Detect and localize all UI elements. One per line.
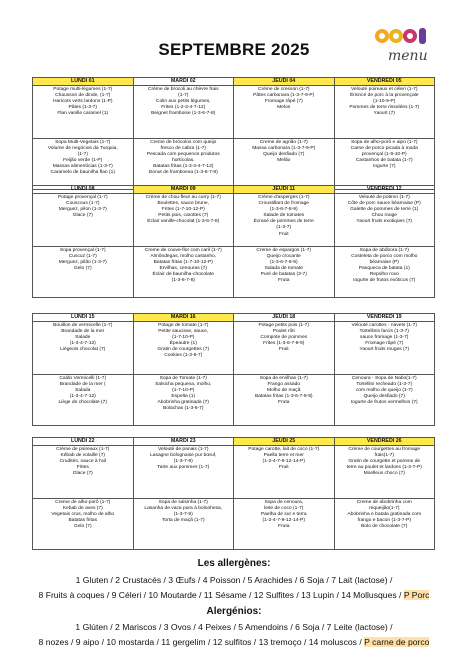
day-header: VENDREDI 19 [334,314,435,322]
week-table [32,185,435,298]
menu-line: Kébab de volaille (7) [60,453,106,459]
menu-line: Frites [76,465,89,471]
menu-line: Éclair vanille-chocolat (1-3-6-7-8) [147,219,220,225]
menu-line: (1-3-6-7-8-9) [269,207,298,213]
dinner-cell [133,499,234,550]
lunch-cell [234,322,335,375]
menu-line: Gelo (7) [73,524,92,530]
menu-line: Pâtes carbonara (1-3-7-9-P) [253,93,315,99]
menu-line: Queijo desfiado (7) [363,394,405,400]
menu-line: Velouté de potiron (1-7) [358,195,410,200]
menu-line: Chou rouge [371,213,398,219]
lunch-cell [133,446,234,499]
menu-line: Ervilhas, cenouras (7) [159,266,208,272]
menu-line: Paella terre et mer [263,453,304,459]
menu-logo [372,24,430,70]
dinner-cell [234,247,335,298]
menu-line: Gratin de courgettes (7) [157,347,210,353]
lunch-row [33,446,435,499]
lunch-cell [33,322,134,375]
menu-line: Carne de porco picada à moda [350,146,418,152]
menu-line: Kebab de aves (7) [62,506,103,512]
menu-line: Vegetais crus, molho de alho [51,512,115,518]
menu-line: Crème de poireaux (1-7) [56,447,110,452]
menu-line: Panqueca de batata (1) [358,266,410,272]
menu-line: Brandade de la mer ( [59,382,106,388]
menu-line: Fruta [278,278,290,284]
lunch-cell [234,446,335,499]
menu-line: Potage multi-légumes (1-7) [53,87,113,92]
lunch-row [33,86,435,139]
dinner-cell [234,499,335,550]
menu-line: Crème de courgettes au fromage [348,447,421,452]
menu-line: Chausson de dinde, (1-7) [55,93,111,99]
day-header: LUNDI 01 [33,78,134,86]
menu-line: (1-7) [178,93,189,99]
menu-line: Espelta (1) [171,394,196,400]
lunch-cell [33,86,134,139]
menu-line: Iogurte de frutos vermelhos (7) [350,400,418,406]
allergens-fr-line-2 [0,590,468,600]
menu-line: Crème de cresson (1-7) [257,87,310,92]
dinner-cell [33,247,134,298]
menu-line: Salada de tomate [264,266,303,272]
menu-line: Iogurte (7) [372,164,396,170]
menu-line: Haricots verts lardons (1-P) [52,99,113,105]
menu-line: Batatas fritas (1-2-3-4-7-12) [153,164,214,170]
menu-line: (1-7) [77,152,88,158]
menu-line: Sopa de salsinha (1-7) [158,500,208,505]
menu-line: Costeleta de porco com molho [351,254,418,260]
menu-line: Frites (1-3-6-7-8-9) [263,341,305,347]
day-header: VENDREDI 26 [334,438,435,446]
dinner-row [33,247,435,298]
menu-line: Paelha de sur e terra [260,512,307,518]
menu-line: Sopa de ervilhas (1-7) [259,376,308,381]
menu-line: Crème d'asperges (1-7) [258,195,310,200]
menu-line: Crème de brocoli au chèvre frais [147,87,219,92]
allergens-pt-pork: P carne de porco [364,637,430,647]
day-header: VENDREDI 05 [334,78,435,86]
menu-line: Gratin de courgette et pomme de [348,459,421,465]
dinner-cell [334,375,435,426]
menu-line: Velouté carottes - navets (1-7) [351,323,417,328]
menu-line: Gelo (7) [73,266,92,272]
menu-line: Cuscuz (1-7) [68,254,97,260]
lunch-cell [334,194,435,247]
day-header: MARDI 23 [133,438,234,446]
day-header: LUNDI 22 [33,438,134,446]
menu-line: (1-2-4-7-9-12-14-P) [262,518,305,524]
menu-line: Caldo Vermicelli (1-7) [59,376,107,381]
day-header-row [33,78,435,86]
menu-line: Colin aux petits légumes, [155,99,211,105]
menu-line: provençal (1-9-10-P) [361,152,407,158]
day-header-row [33,186,435,194]
lunch-cell [33,446,134,499]
week-table [32,313,435,426]
dinner-row [33,139,435,190]
menu-line: Volume de negócios da Turquia, [47,146,118,152]
menu-line: Yaourt fruits rouges (7) [359,347,410,353]
dinner-cell [334,499,435,550]
menu-line: Poulet rôti [272,329,295,335]
day-header: LUNDI 08 [33,186,134,194]
menu-line: Melon [277,105,291,111]
day-header: MARDI 02 [133,78,234,86]
menu-line: Frites (1-2-3-4-7-12) [161,105,206,111]
lunch-cell [234,194,335,247]
allergens-fr-pork: P Porc [403,590,430,600]
menu-line: Écrasé de pommes de terre [253,219,314,225]
menu-line: Castanhos de batata (1-7) [355,158,413,164]
menu-line: Liège de chocolate (7) [58,400,107,406]
menu-line: Petits pois, carottes (7) [158,213,209,219]
menu-line: (1-3-4-7-12) [69,394,96,400]
menu-line: Beignet framboise (1-3-6-7-8) [151,111,216,117]
dinner-row [33,499,435,550]
allergens-fr-line-2-text: 8 Fruits à coques / 9 Céleri / 10 Moutarde / 11 Sésame / 12 Sulfites / 13 Lupin / 14 Mollusques / [38,590,402,600]
menu-line: hortícolas, [171,158,195,164]
menu-line: (1-7-10-P) [172,388,195,394]
menu-line: Massas alimentícias (1-3-7) [52,164,113,170]
allergens-pt-line-2-text: 8 nozes / 9 aipo / 10 mostarda / 11 gergelim / 12 sulfitos / 13 tremoço / 14 moluscos / [38,637,362,647]
menu-line: Creme de couve-flor com caril (1-7) [144,248,222,253]
menu-line: Croustillant de fromage [258,201,310,207]
menu-line: Lasanha de vaca pura à bolonhesa, [144,506,223,512]
menu-line: Bolachas (1-3-6-7) [162,406,204,412]
menu-line: Crudités, sauce à l'ail [59,459,106,465]
menu-line: Abobrinha gratinada (7) [157,400,209,406]
menu-line: Galette de pommes de terre (1) [350,207,419,213]
menu-line: Almôndegas, molho castanho, [150,254,217,260]
menu-line: Cenoura - Sopa de Nabo(1-7) [351,376,417,381]
menu-line: Tortellinis farcis (1-3-7) [359,329,409,335]
allergens-fr-line-1: 1 Gluten / 2 Crustacés / 3 Œufs / 4 Poisson / 5 Arachides / 6 Soja / 7 Lait (lactose) / [75,575,393,585]
menu-line: Bouillon de vermicelle (1-7) [53,323,113,328]
day-header: JEUDI 25 [234,438,335,446]
menu-line: Queijo crocante [266,254,301,260]
allergens-fr-title: Les allergènes: [197,558,271,569]
menu-line: Torta de maçã (1-7) [161,518,205,524]
dinner-cell [33,499,134,550]
menu-line: Abobrinha e batata gratinada com [347,512,422,518]
menu-line: Épeautre (1) [169,341,197,347]
menu-line: Creme de agrião (1-7) [259,140,308,145]
menu-line: Donut de framboesa (1-3-6-7-8) [148,170,218,176]
menu-line: Fruit [278,465,289,471]
menu-line: Éclair de baunilha-chocolate [152,272,214,278]
menu-line: Caramelo de baunilha flan (1) [50,170,115,176]
allergens-pt [0,606,468,647]
menu-line: Queijo desfiado (7) [263,152,305,158]
menu-line: béarnaise (P) [369,260,399,266]
allergens-pt-title: Alergénios: [206,606,262,617]
menu-line: Compote de pommes [260,335,308,341]
day-header: MARDI 09 [133,186,234,194]
menu-line: Petite saucisse, sauce, [158,329,209,335]
day-header: JEUDI 04 [234,78,335,86]
dinner-cell [33,139,134,190]
lunch-row [33,194,435,247]
dinner-cell [334,139,435,190]
menu-line: Émincé de porc à la provençale [349,93,419,99]
allergens-fr [0,558,468,600]
menu-line: Potage provençal (1-7) [57,195,108,200]
menu-line: Boulettes, sauce brune, [157,201,209,207]
dinner-cell [234,139,335,190]
menu-line: Pommes de terre rissolées (1-7) [349,105,420,111]
menu-line: Melão [277,158,291,164]
menu-line: fresco de cabra (1-7) [160,146,206,152]
dinner-cell [133,375,234,426]
menu-line: Fromage râpé (7) [264,99,303,105]
menu-line: (1-3-7-9) [173,459,193,465]
day-header-row [33,438,435,446]
menu-line: Massa carbonara (1-3-7-9-P) [252,146,316,152]
logo-word: menu [388,48,428,64]
menu-line: Moelleux choco (7) [363,471,405,477]
menu-line: Pâtes (1-3-7) [68,105,98,111]
menu-line: leite de coco (1-7) [264,506,304,512]
day-header: LUNDI 15 [33,314,134,322]
day-header: JEUDI 11 [234,186,335,194]
menu-line: Molho de maçã [267,388,301,394]
page-title: SEPTEMBRE 2025 [158,40,310,59]
menu-line: Cookies (1-3-6-7) [164,353,203,359]
dinner-row [33,375,435,426]
menu-line: Potage petits pois (1-7) [258,323,310,328]
menu-line: requeijão(1-7) [369,506,400,512]
menu-line: Creme de brócolos com queijo [150,140,217,145]
menu-line: Frites (1-7-10-12-P) [161,207,205,213]
menu-line: Potage carotte, lait de coco (1-7) [248,447,320,452]
menu-line: (1-10-9-P) [373,99,396,105]
allergens-pt-line-2 [0,637,468,647]
menu-line: Feijão verde (1-P) [63,158,103,164]
day-header: JEUDI 18 [234,314,335,322]
week-table [32,77,435,190]
logo-circles-icon [374,24,430,48]
menu-line: Glace (7) [72,213,93,219]
lunch-cell [133,86,234,139]
dinner-cell [334,247,435,298]
lunch-cell [334,86,435,139]
dinner-cell [33,375,134,426]
menu-line: Sopa Multi-Vegetais (1-7) [55,140,111,145]
menu-line: (1-3-6-7-8-9) [269,260,298,266]
menu-line: Creme de abobrinha com [356,500,412,505]
menu-line: Repolho roxo [369,272,399,278]
lunch-cell [334,446,435,499]
menu-line: Brandade de la mer [61,329,105,335]
menu-line: (1-3-6-7-8) [171,278,195,284]
dinner-cell [234,375,335,426]
menu-line: Iogurte de frutos exóticos (7) [353,278,416,284]
menu-line: Fromage râpé (7) [365,341,404,347]
menu-line: sauce fromage (1-3-7) [360,335,409,341]
menu-line: Salade [75,335,91,341]
allergens-pt-line-1: 1 Glúten / 2 Mariscos / 3 Ovos / 4 Peixes / 5 Amendoins / 6 Soja / 7 Leite (lactose) / [75,622,393,632]
day-header: VENDREDI 12 [334,186,435,194]
day-header: MARDI 16 [133,314,234,322]
menu-line: Crème de chou-fleur au curry (1-7) [145,195,221,200]
menu-line: Merguez, pilon (1-3-7) [58,207,107,213]
menu-line: Côte de porc sauce béarnaise (P) [347,201,421,207]
menu-line: Couscous (1-7) [66,201,100,207]
menu-line: Velouté poireaux et céleri (1-7) [350,87,418,92]
menu-line: Batatas fritas [68,518,98,524]
lunch-cell [234,86,335,139]
menu-line: Merguez, pilão (1-3-7) [58,260,107,266]
day-header-row [33,314,435,322]
menu-line: Pescada com pequenos produtos [146,152,220,158]
menu-line: Salada [75,388,91,394]
menu-line: Bolo de chocolate (7) [361,524,408,530]
week-table [32,437,435,550]
menu-line: Sopa de cenoura, [264,500,304,505]
dinner-cell [133,247,234,298]
menu-line: Liégeois chocolat (7) [60,347,106,353]
menu-line: Sopa de Tomate (1-7) [159,376,207,381]
menu-line: terre au poulet et lardons (1-3-7-P) [346,465,422,471]
menu-line: Creme de espargos (1-7) [256,248,312,253]
menu-line: Batatas fritas (1-7-10-12-P) [153,260,213,266]
lunch-cell [133,322,234,375]
lunch-cell [133,194,234,247]
menu-line: Frango assado [267,382,301,388]
menu-line: Lasagne bolognaise pur bœuf, [150,453,217,459]
menu-line: Fruta [278,400,290,406]
menu-line: (1-3-4-7-12) [69,341,96,347]
menu-line: Sopa de alho-poró e aipo (1-7) [350,140,418,145]
menu-line: frais(1-7) [374,453,395,459]
dinner-cell [133,139,234,190]
menu-line: Tarte aux pommes (1-7) [157,465,210,471]
menu-line: Salsicha pequena, molho, [155,382,212,388]
menu-line: Yaourt (7) [373,111,395,117]
menu-line: Flan vanille caramel (1) [57,111,109,117]
menu-line: Yaourt fruits exotiques (7) [356,219,413,225]
menu-line: Sopa de abóbora (1-7) [359,248,409,253]
menu-line: Salade de tomates [263,213,305,219]
menu-line: Fruit [278,347,289,353]
menu-line: Puré de batatas (3-7) [260,272,307,278]
menu-line: Batatas fritas (1-3-6-7-8-9) [254,394,313,400]
menu-line: (1-3-7-9) [173,512,193,518]
lunch-cell [33,194,134,247]
menu-line: Potage de tomate (1-7) [158,323,209,328]
menu-line: Glace (7) [72,471,93,477]
menu-line: Creme de alho-porô (1-7) [55,500,111,505]
menu-line: Tortellini recheado (1-3-7) [356,382,413,388]
menu-line: Velouté de panais (1-7) [157,447,209,452]
menu-line: (1-2-4-7-9-12-14-P) [262,459,305,465]
lunch-cell [334,322,435,375]
menu-line: com molho de queijo (1-7) [355,388,413,394]
menu-line: frango e bacon (1-3-7-P) [357,518,412,524]
menu-line: (1-7-10-P) [172,335,195,341]
menu-line: Sopa provençal (1-7) [59,248,106,253]
menu-line: Fruit [278,231,289,237]
menu-line: (1-3-7) [276,225,292,231]
lunch-row [33,322,435,375]
menu-line: Fruta [278,524,290,530]
